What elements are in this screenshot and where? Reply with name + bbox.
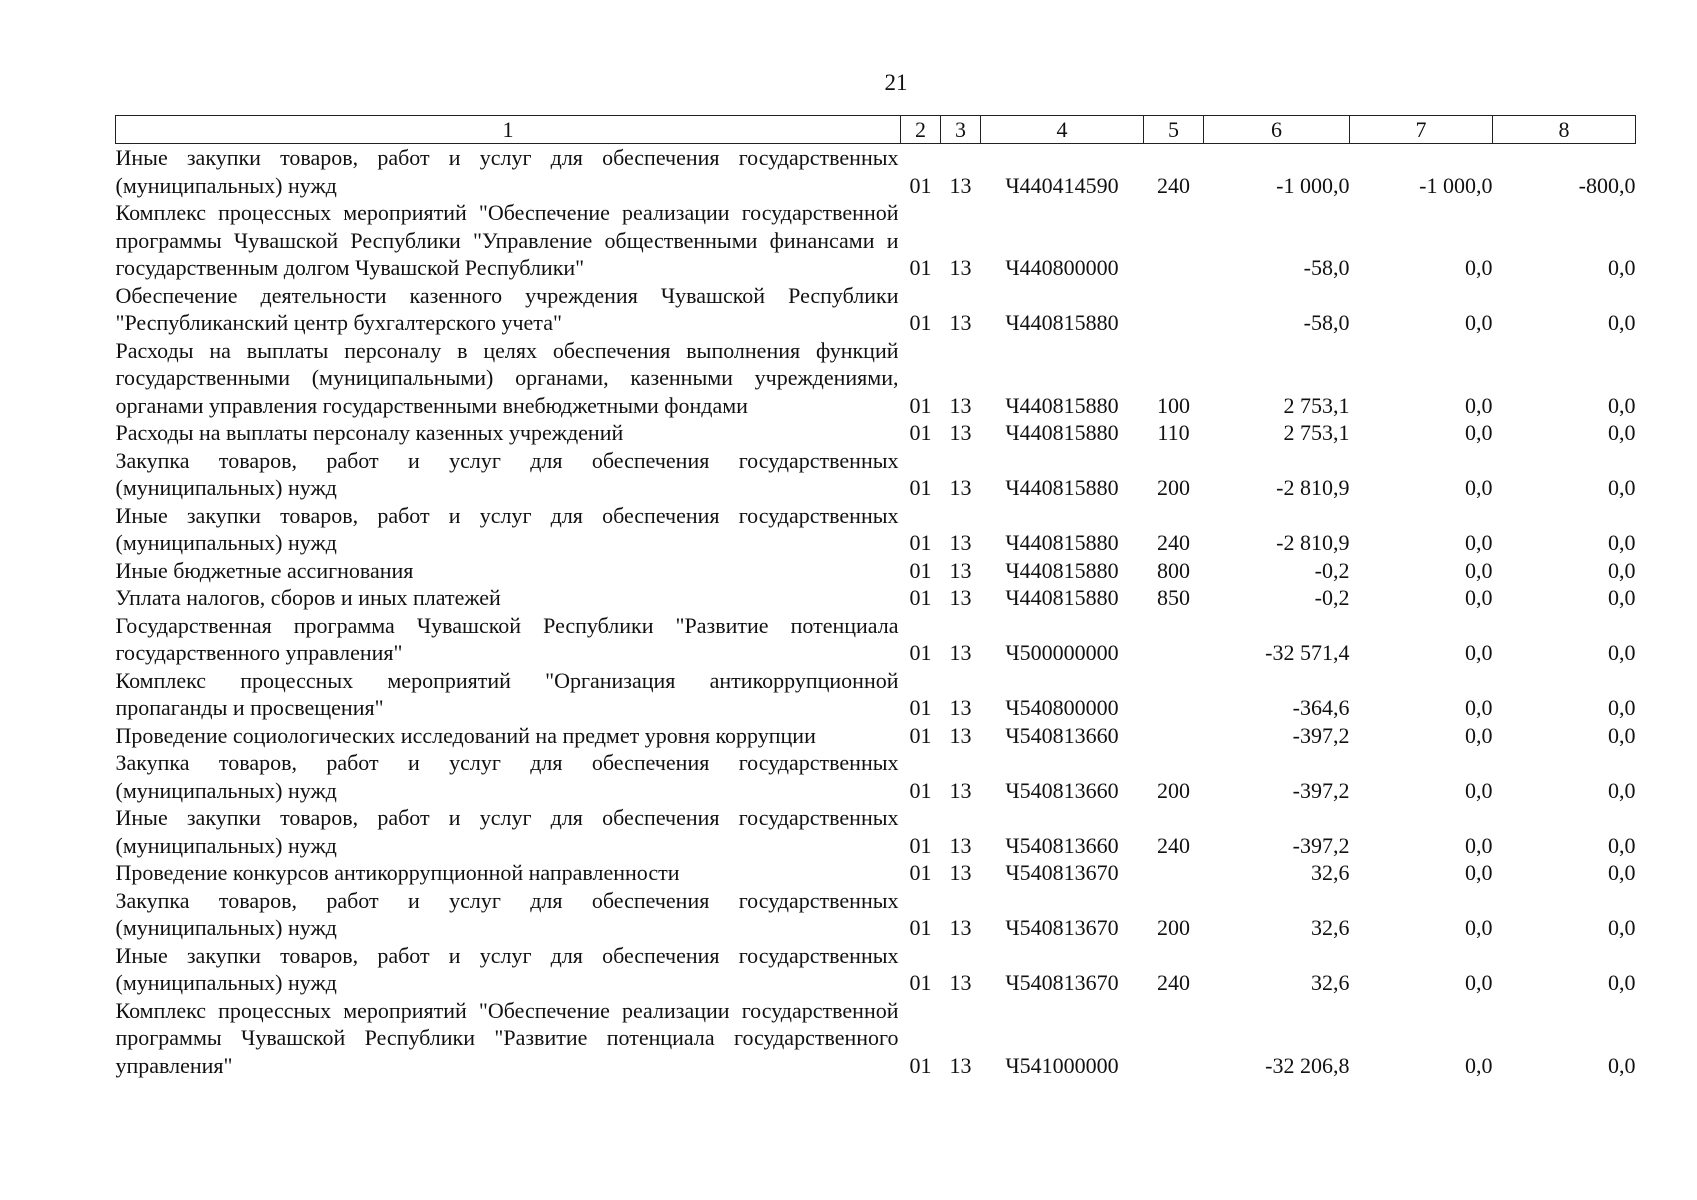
amount-column-8: 0,0 bbox=[1608, 722, 1636, 748]
target-article-code: Ч440815880 bbox=[1005, 310, 1119, 335]
expense-type-code: 200 bbox=[1157, 915, 1190, 940]
table-row bbox=[116, 887, 1636, 942]
subsection-code: 13 bbox=[949, 475, 972, 500]
amount-column-7: 0,0 bbox=[1465, 970, 1493, 995]
column-header-4: 4 bbox=[981, 116, 1144, 144]
amount-column-6: -32 206,8 bbox=[1265, 1052, 1350, 1078]
target-article-code: Ч440815880 bbox=[1005, 557, 1119, 583]
row-description: Закупка товаров, работ и услуг для обеспечения государственных (муниципальных) нужд bbox=[115, 447, 899, 500]
row-description: Иные закупки товаров, работ и услуг для обеспечения государственных (муниципальных) нужд bbox=[115, 145, 899, 198]
subsection-code: 13 bbox=[949, 392, 972, 418]
target-article-code: Ч540813670 bbox=[1005, 970, 1119, 995]
column-number-row bbox=[116, 116, 1636, 144]
amount-column-7: 0,0 bbox=[1465, 420, 1493, 445]
column-header-8: 8 bbox=[1493, 116, 1636, 144]
table-row bbox=[116, 997, 1636, 1080]
table-row bbox=[116, 722, 1636, 750]
subsection-code: 13 bbox=[949, 915, 972, 940]
expense-type-code bbox=[1144, 859, 1204, 887]
amount-column-6: -1 000,0 bbox=[1276, 172, 1350, 198]
section-code: 01 bbox=[909, 172, 932, 198]
row-description: Иные закупки товаров, работ и услуг для обеспечения государственных (муниципальных) нужд bbox=[115, 502, 899, 555]
amount-column-8: 0,0 bbox=[1608, 777, 1636, 803]
row-description: Комплекс процессных мероприятий "Организация антикоррупционной пропаганды и просвещения" bbox=[115, 667, 899, 720]
subsection-code: 13 bbox=[949, 420, 972, 445]
amount-column-7: 0,0 bbox=[1465, 475, 1493, 500]
row-description: Иные бюджетные ассигнования bbox=[115, 557, 414, 583]
expense-type-code: 850 bbox=[1157, 585, 1190, 610]
amount-column-7: 0,0 bbox=[1465, 585, 1493, 610]
section-code: 01 bbox=[909, 530, 932, 555]
subsection-code: 13 bbox=[949, 1052, 972, 1078]
subsection-code: 13 bbox=[949, 860, 972, 885]
section-code: 01 bbox=[909, 420, 932, 445]
section-code: 01 bbox=[909, 310, 932, 335]
table-row bbox=[116, 557, 1636, 585]
table-row bbox=[116, 584, 1636, 612]
table-row bbox=[116, 337, 1636, 420]
row-description: Расходы на выплаты персоналу казенных учреждений bbox=[115, 420, 624, 445]
amount-column-7: 0,0 bbox=[1465, 777, 1493, 803]
target-article-code: Ч540813660 bbox=[1005, 777, 1119, 803]
subsection-code: 13 bbox=[949, 970, 972, 995]
row-description: Обеспечение деятельности казенного учреждения Чувашской Республики "Республиканский центр бухгалтерского учета" bbox=[115, 282, 899, 335]
table-row bbox=[116, 859, 1636, 887]
table-row bbox=[116, 199, 1636, 282]
amount-column-7: 0,0 bbox=[1465, 530, 1493, 555]
section-code: 01 bbox=[909, 557, 932, 583]
table-row bbox=[116, 804, 1636, 859]
amount-column-7: 0,0 bbox=[1465, 832, 1493, 858]
amount-column-6: -32 571,4 bbox=[1265, 640, 1350, 665]
table-row bbox=[116, 612, 1636, 667]
budget-table bbox=[115, 115, 1636, 1079]
amount-column-8: 0,0 bbox=[1608, 475, 1636, 500]
amount-column-6: 2 753,1 bbox=[1283, 392, 1350, 418]
amount-column-8: 0,0 bbox=[1608, 255, 1636, 280]
subsection-code: 13 bbox=[949, 640, 972, 665]
amount-column-8: 0,0 bbox=[1608, 392, 1636, 418]
section-code: 01 bbox=[909, 722, 932, 748]
row-description: Государственная программа Чувашской Республики "Развитие потенциала государственного управления" bbox=[115, 612, 899, 665]
row-description: Иные закупки товаров, работ и услуг для обеспечения государственных (муниципальных) нужд bbox=[115, 942, 899, 995]
subsection-code: 13 bbox=[949, 172, 972, 198]
target-article-code: Ч440815880 bbox=[1005, 585, 1119, 610]
row-description: Комплекс процессных мероприятий "Обеспечение реализации государственной программы Чувашской Республики "Управление общественными финансами и государственным долгом Чувашской Республики" bbox=[115, 200, 899, 280]
amount-column-8: 0,0 bbox=[1608, 557, 1636, 583]
page-number: 21 bbox=[884, 70, 908, 95]
amount-column-6: -2 810,9 bbox=[1276, 530, 1350, 555]
row-description: Закупка товаров, работ и услуг для обеспечения государственных (муниципальных) нужд bbox=[115, 750, 899, 803]
subsection-code: 13 bbox=[949, 557, 972, 583]
subsection-code: 13 bbox=[949, 832, 972, 858]
column-header-5: 5 bbox=[1144, 116, 1204, 144]
amount-column-6: -58,0 bbox=[1303, 255, 1350, 280]
amount-column-7: 0,0 bbox=[1465, 310, 1493, 335]
expense-type-code: 200 bbox=[1157, 777, 1190, 803]
expense-type-code: 100 bbox=[1157, 392, 1190, 418]
target-article-code: Ч440414590 bbox=[1005, 172, 1119, 198]
expense-type-code: 200 bbox=[1157, 475, 1190, 500]
amount-column-6: -397,2 bbox=[1292, 777, 1350, 803]
amount-column-8: -800,0 bbox=[1578, 172, 1636, 198]
section-code: 01 bbox=[909, 860, 932, 885]
amount-column-7: 0,0 bbox=[1465, 915, 1493, 940]
amount-column-6: -397,2 bbox=[1292, 722, 1350, 748]
amount-column-7: 0,0 bbox=[1465, 860, 1493, 885]
section-code: 01 bbox=[909, 832, 932, 858]
target-article-code: Ч540813670 bbox=[1005, 860, 1119, 885]
section-code: 01 bbox=[909, 585, 932, 610]
amount-column-7: 0,0 bbox=[1465, 695, 1493, 720]
row-description: Закупка товаров, работ и услуг для обеспечения государственных (муниципальных) нужд bbox=[115, 887, 899, 940]
amount-column-6: -397,2 bbox=[1292, 832, 1350, 858]
amount-column-6: 32,6 bbox=[1311, 915, 1350, 940]
amount-column-8: 0,0 bbox=[1608, 1052, 1636, 1078]
target-article-code: Ч500000000 bbox=[1005, 640, 1119, 665]
row-description: Проведение социологических исследований на предмет уровня коррупции bbox=[115, 722, 816, 748]
table-row bbox=[116, 447, 1636, 502]
section-code: 01 bbox=[909, 475, 932, 500]
expense-type-code bbox=[1144, 199, 1204, 282]
section-code: 01 bbox=[909, 255, 932, 280]
column-header-7: 7 bbox=[1350, 116, 1493, 144]
amount-column-7: 0,0 bbox=[1465, 640, 1493, 665]
expense-type-code bbox=[1144, 612, 1204, 667]
expense-type-code bbox=[1144, 997, 1204, 1080]
amount-column-7: -1 000,0 bbox=[1419, 172, 1493, 198]
subsection-code: 13 bbox=[949, 585, 972, 610]
target-article-code: Ч540813660 bbox=[1005, 722, 1119, 748]
table-row bbox=[116, 942, 1636, 997]
expense-type-code bbox=[1144, 722, 1204, 750]
expense-type-code: 110 bbox=[1157, 420, 1190, 445]
target-article-code: Ч440800000 bbox=[1005, 255, 1119, 280]
table-row bbox=[116, 282, 1636, 337]
section-code: 01 bbox=[909, 777, 932, 803]
expense-type-code bbox=[1144, 667, 1204, 722]
table-row bbox=[116, 749, 1636, 804]
amount-column-8: 0,0 bbox=[1608, 530, 1636, 555]
section-code: 01 bbox=[909, 915, 932, 940]
amount-column-7: 0,0 bbox=[1465, 722, 1493, 748]
amount-column-6: 2 753,1 bbox=[1283, 420, 1350, 445]
column-header-3: 3 bbox=[941, 116, 981, 144]
expense-type-code bbox=[1144, 282, 1204, 337]
subsection-code: 13 bbox=[949, 695, 972, 720]
row-description: Уплата налогов, сборов и иных платежей bbox=[115, 585, 501, 610]
target-article-code: Ч540813670 bbox=[1005, 915, 1119, 940]
subsection-code: 13 bbox=[949, 722, 972, 748]
target-article-code: Ч440815880 bbox=[1005, 420, 1119, 445]
section-code: 01 bbox=[909, 640, 932, 665]
amount-column-6: -0,2 bbox=[1314, 585, 1350, 610]
amount-column-6: -0,2 bbox=[1314, 557, 1350, 583]
amount-column-8: 0,0 bbox=[1608, 585, 1636, 610]
amount-column-7: 0,0 bbox=[1465, 255, 1493, 280]
amount-column-8: 0,0 bbox=[1608, 695, 1636, 720]
target-article-code: Ч540800000 bbox=[1005, 695, 1119, 720]
amount-column-8: 0,0 bbox=[1608, 970, 1636, 995]
subsection-code: 13 bbox=[949, 310, 972, 335]
table-row bbox=[116, 502, 1636, 557]
target-article-code: Ч440815880 bbox=[1005, 475, 1119, 500]
amount-column-8: 0,0 bbox=[1608, 915, 1636, 940]
table-row bbox=[116, 667, 1636, 722]
expense-type-code: 240 bbox=[1157, 970, 1190, 995]
column-header-1: 1 bbox=[116, 116, 901, 144]
expense-type-code: 240 bbox=[1157, 530, 1190, 555]
amount-column-6: -364,6 bbox=[1292, 695, 1350, 720]
amount-column-6: 32,6 bbox=[1311, 970, 1350, 995]
amount-column-6: -58,0 bbox=[1303, 310, 1350, 335]
amount-column-7: 0,0 bbox=[1465, 1052, 1493, 1078]
section-code: 01 bbox=[909, 392, 932, 418]
row-description: Иные закупки товаров, работ и услуг для обеспечения государственных (муниципальных) нужд bbox=[115, 805, 899, 858]
target-article-code: Ч440815880 bbox=[1005, 392, 1119, 418]
amount-column-6: 32,6 bbox=[1311, 860, 1350, 885]
subsection-code: 13 bbox=[949, 255, 972, 280]
amount-column-7: 0,0 bbox=[1465, 557, 1493, 583]
row-description: Комплекс процессных мероприятий "Обеспечение реализации государственной программы Чувашской Республики "Развитие потенциала государственного управления" bbox=[115, 997, 899, 1078]
amount-column-6: -2 810,9 bbox=[1276, 475, 1350, 500]
section-code: 01 bbox=[909, 970, 932, 995]
target-article-code: Ч440815880 bbox=[1005, 530, 1119, 555]
section-code: 01 bbox=[909, 1052, 932, 1078]
table-row bbox=[116, 144, 1636, 200]
row-description: Расходы на выплаты персоналу в целях обеспечения выполнения функций государственными (муниципальными) органами, казенными учреждениями, органами управления государственными внебюджетными фондами bbox=[115, 337, 899, 418]
column-header-2: 2 bbox=[901, 116, 941, 144]
amount-column-8: 0,0 bbox=[1608, 832, 1636, 858]
amount-column-8: 0,0 bbox=[1608, 640, 1636, 665]
expense-type-code: 800 bbox=[1157, 557, 1190, 583]
section-code: 01 bbox=[909, 695, 932, 720]
target-article-code: Ч540813660 bbox=[1005, 832, 1119, 858]
amount-column-8: 0,0 bbox=[1608, 310, 1636, 335]
target-article-code: Ч541000000 bbox=[1005, 1052, 1119, 1078]
table-body bbox=[116, 144, 1636, 1080]
expense-type-code: 240 bbox=[1157, 172, 1190, 198]
column-header-6: 6 bbox=[1204, 116, 1350, 144]
amount-column-8: 0,0 bbox=[1608, 860, 1636, 885]
row-description: Проведение конкурсов антикоррупционной направленности bbox=[115, 860, 680, 885]
amount-column-7: 0,0 bbox=[1465, 392, 1493, 418]
subsection-code: 13 bbox=[949, 777, 972, 803]
table-row bbox=[116, 419, 1636, 447]
amount-column-8: 0,0 bbox=[1608, 420, 1636, 445]
expense-type-code: 240 bbox=[1157, 832, 1190, 858]
subsection-code: 13 bbox=[949, 530, 972, 555]
